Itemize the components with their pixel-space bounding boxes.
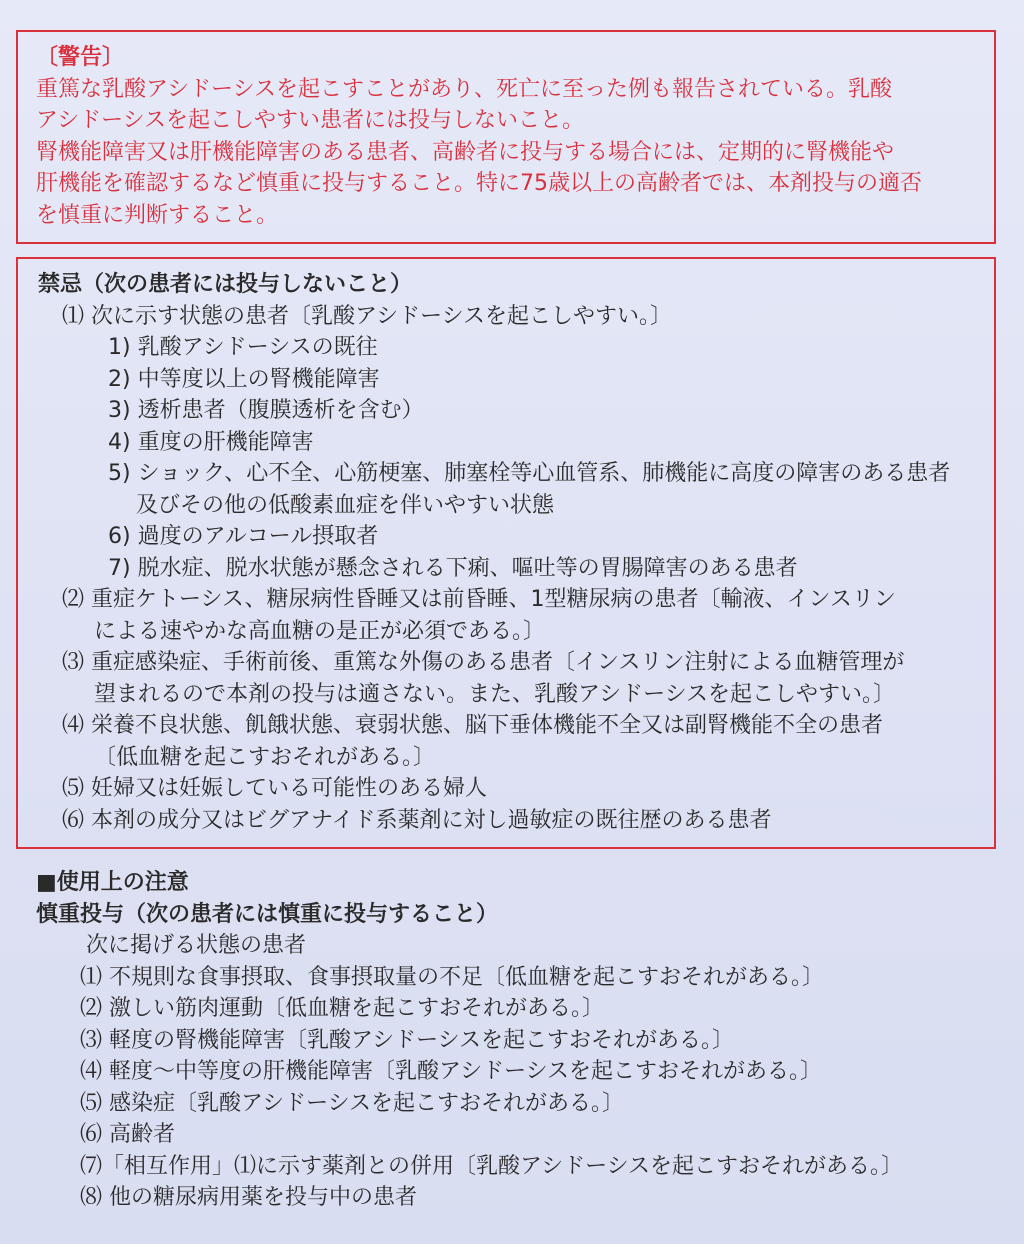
- contraindication-line: ⑵ 重症ケトーシス、糖尿病性昏睡又は前昏睡、1型糖尿病の患者〔輸液、インスリン: [62, 587, 896, 612]
- contraindication-line: 及びその他の低酸素血症を伴いやすい状態: [136, 492, 555, 518]
- contraindication-line: ⑷ 栄養不良状態、飢餓状態、衰弱状態、脳下垂体機能不全又は副腎機能不全の患者: [62, 713, 883, 738]
- contraindication-line: 1) 乳酸アシドーシスの既往: [108, 335, 378, 360]
- contraindication-line: による速やかな高血糖の是正が必須である。〕: [94, 618, 546, 644]
- contraindications-box: [16, 257, 996, 849]
- precaution-line: ⑺「相互作用」⑴に示す薬剤との併用〔乳酸アシドーシスを起こすおそれがある。〕: [80, 1153, 904, 1179]
- precautions-section: [36, 867, 996, 1214]
- contraindication-line: ⑴ 次に示す状態の患者〔乳酸アシドーシスを起こしやすい。〕: [62, 303, 673, 329]
- warning-title: 〔警告〕: [36, 45, 125, 70]
- contraindication-line: 3) 透析患者（腹膜透析を含む）: [108, 398, 424, 423]
- warning-line: 重篤な乳酸アシドーシスを起こすことがあり、死亡に至った例も報告されている。乳酸: [36, 76, 893, 102]
- precaution-line: ⑴ 不規則な食事摂取、食事摂取量の不足〔低血糖を起こすおそれがある。〕: [80, 964, 824, 990]
- contraindications-heading: 禁忌（次の患者には投与しないこと）: [38, 272, 413, 297]
- precaution-line: 次に掲げる状態の患者: [86, 933, 307, 958]
- precaution-line: ⑷ 軽度～中等度の肝機能障害〔乳酸アシドーシスを起こすおそれがある。〕: [80, 1059, 823, 1084]
- precaution-line: ⑸ 感染症〔乳酸アシドーシスを起こすおそれがある。〕: [80, 1090, 625, 1116]
- warning-line: 肝機能を確認するなど慎重に投与すること。特に75歳以上の高齢者では、本剤投与の適否: [36, 171, 922, 196]
- precaution-line: ⑹ 高齢者: [80, 1122, 175, 1147]
- precaution-line: ⑵ 激しい筋肉運動〔低血糖を起こすおそれがある。〕: [80, 996, 604, 1021]
- precaution-line: ⑶ 軽度の腎機能障害〔乳酸アシドーシスを起こすおそれがある。〕: [80, 1027, 735, 1053]
- contraindication-line: 2) 中等度以上の腎機能障害: [108, 366, 380, 392]
- contraindication-line: 7) 脱水症、脱水状態が懸念される下痢、嘔吐等の胃腸障害のある患者: [108, 555, 798, 581]
- warning-line: 腎機能障害又は肝機能障害のある患者、高齢者に投与する場合には、定期的に腎機能や: [36, 139, 895, 165]
- careful-administration-heading: 慎重投与（次の患者には慎重に投与すること）: [36, 901, 499, 927]
- warning-box: [16, 30, 996, 244]
- precaution-line: ⑻ 他の糖尿病用薬を投与中の患者: [80, 1185, 417, 1210]
- contraindication-line: ⑹ 本剤の成分又はビグアナイド系薬剤に対し過敏症の既往歴のある患者: [62, 807, 772, 833]
- precautions-section-title: ■使用上の注意: [36, 870, 189, 895]
- contraindication-line: ⑸ 妊婦又は妊娠している可能性のある婦人: [62, 776, 487, 801]
- contraindication-line: 望まれるので本剤の投与は適さない。また、乳酸アシドーシスを起こしやすい。〕: [94, 681, 896, 707]
- contraindication-line: 6) 過度のアルコール摂取者: [108, 524, 379, 549]
- warning-line: を慎重に判断すること。: [36, 202, 279, 228]
- contraindication-line: ⑶ 重症感染症、手術前後、重篤な外傷のある患者〔インスリン注射による血糖管理が: [62, 650, 905, 675]
- warning-line: アシドーシスを起こしやすい患者には投与しないこと。: [36, 108, 585, 133]
- contraindications-list: [38, 301, 994, 837]
- contraindication-line: 〔低血糖を起こすおそれがある。〕: [94, 744, 436, 770]
- contraindication-line: 4) 重度の肝機能障害: [108, 429, 314, 455]
- precautions-list: [36, 930, 996, 1214]
- contraindication-line: 5) ショック、心不全、心筋梗塞、肺塞栓等心血管系、肺機能に高度の障害のある患者: [108, 461, 951, 486]
